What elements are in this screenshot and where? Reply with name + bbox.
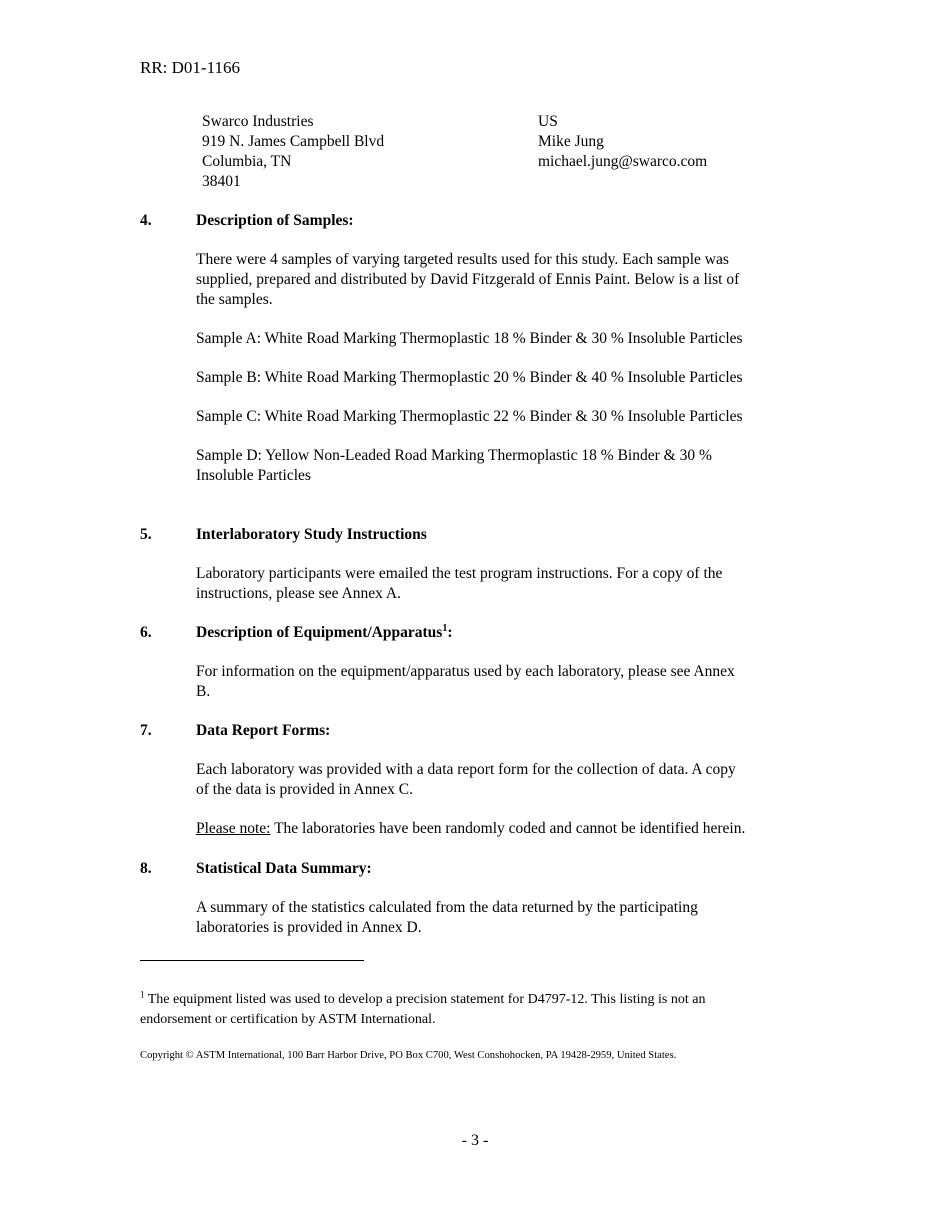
paragraph	[196, 898, 806, 938]
section-8	[140, 859, 810, 938]
section-heading	[140, 211, 810, 231]
section-title: Statistical Data Summary:	[196, 860, 372, 877]
section-4	[140, 211, 810, 486]
footnote-line	[140, 990, 800, 1010]
sample-d	[196, 446, 806, 486]
footnote	[140, 990, 800, 1030]
section-7	[140, 721, 810, 839]
section-number: 5.	[140, 526, 152, 543]
section-number: 8.	[140, 860, 152, 877]
text-line: A summary of the statistics calculated from the data returned by the participating	[196, 899, 698, 916]
person-name: Mike Jung	[538, 133, 604, 150]
section-heading	[140, 525, 810, 545]
text-line: supplied, prepared and distributed by David Fitzgerald of Ennis Paint. Below is a list of	[196, 271, 740, 288]
company-name: Swarco Industries	[202, 113, 314, 130]
text-line: instructions, please see Annex A.	[196, 585, 401, 602]
note-paragraph	[196, 819, 806, 839]
title-suffix: :	[447, 624, 453, 641]
text-line: B.	[196, 683, 211, 700]
paragraph	[196, 760, 806, 800]
sample-c: Sample C: White Road Marking Thermoplastic 22 % Binder & 30 % Insoluble Particles	[196, 408, 743, 425]
section-number: 4.	[140, 212, 152, 229]
paragraph	[196, 564, 806, 604]
email: michael.jung@swarco.com	[538, 153, 708, 170]
section-heading	[140, 859, 810, 879]
footnote-text: The equipment listed was used to develop a precision statement for D4797-12. This listing is not an	[144, 992, 706, 1007]
report-id: RR: D01-1166	[140, 58, 240, 77]
section-number: 7.	[140, 722, 152, 739]
footnote-marker: 1	[140, 989, 145, 1000]
text-line: Insoluble Particles	[196, 467, 311, 484]
text-line: of the data is provided in Annex C.	[196, 781, 413, 798]
text-line: the samples.	[196, 291, 273, 308]
paragraph	[196, 662, 806, 702]
section-6	[140, 623, 810, 702]
footnote-ref: 1	[442, 622, 448, 634]
sample-a: Sample A: White Road Marking Thermoplastic 18 % Binder & 30 % Insoluble Particles	[196, 330, 743, 347]
note-label: Please note:	[196, 820, 271, 837]
footnote-line: endorsement or certification by ASTM International.	[140, 1012, 436, 1027]
text-line: Sample D: Yellow Non-Leaded Road Marking Thermoplastic 18 % Binder & 30 %	[196, 447, 712, 464]
page-number: - 3 -	[461, 1132, 489, 1149]
paragraph	[196, 250, 806, 310]
section-title: Interlaboratory Study Instructions	[196, 526, 427, 543]
street-address: 919 N. James Campbell Blvd	[202, 133, 385, 150]
contact-address	[202, 112, 384, 192]
text-line: Each laboratory was provided with a data report form for the collection of data. A copy	[196, 761, 736, 778]
text-line: Laboratory participants were emailed the test program instructions. For a copy of the	[196, 565, 723, 582]
title-text: Description of Equipment/Apparatus	[196, 624, 443, 641]
text-line: laboratories is provided in Annex D.	[196, 919, 422, 936]
country: US	[538, 113, 558, 130]
footnote-divider	[140, 960, 364, 961]
contact-person	[538, 112, 707, 172]
city-state: Columbia, TN	[202, 153, 292, 170]
note-text: The laboratories have been randomly coded and cannot be identified herein.	[270, 820, 746, 837]
copyright-notice: Copyright © ASTM International, 100 Barr Harbor Drive, PO Box C700, West Conshohocken, PA 19428-2959, United States.	[140, 1050, 677, 1061]
section-number: 6.	[140, 624, 152, 641]
text-line: There were 4 samples of varying targeted results used for this study. Each sample was	[196, 251, 729, 268]
section-5	[140, 525, 810, 604]
section-heading	[140, 623, 810, 643]
section-heading	[140, 721, 810, 741]
sample-b: Sample B: White Road Marking Thermoplastic 20 % Binder & 40 % Insoluble Particles	[196, 369, 743, 386]
zip-code: 38401	[202, 173, 241, 190]
section-title	[196, 623, 452, 643]
section-title: Description of Samples:	[196, 212, 354, 229]
text-line: For information on the equipment/apparatus used by each laboratory, please see Annex	[196, 663, 735, 680]
section-title: Data Report Forms:	[196, 722, 331, 739]
